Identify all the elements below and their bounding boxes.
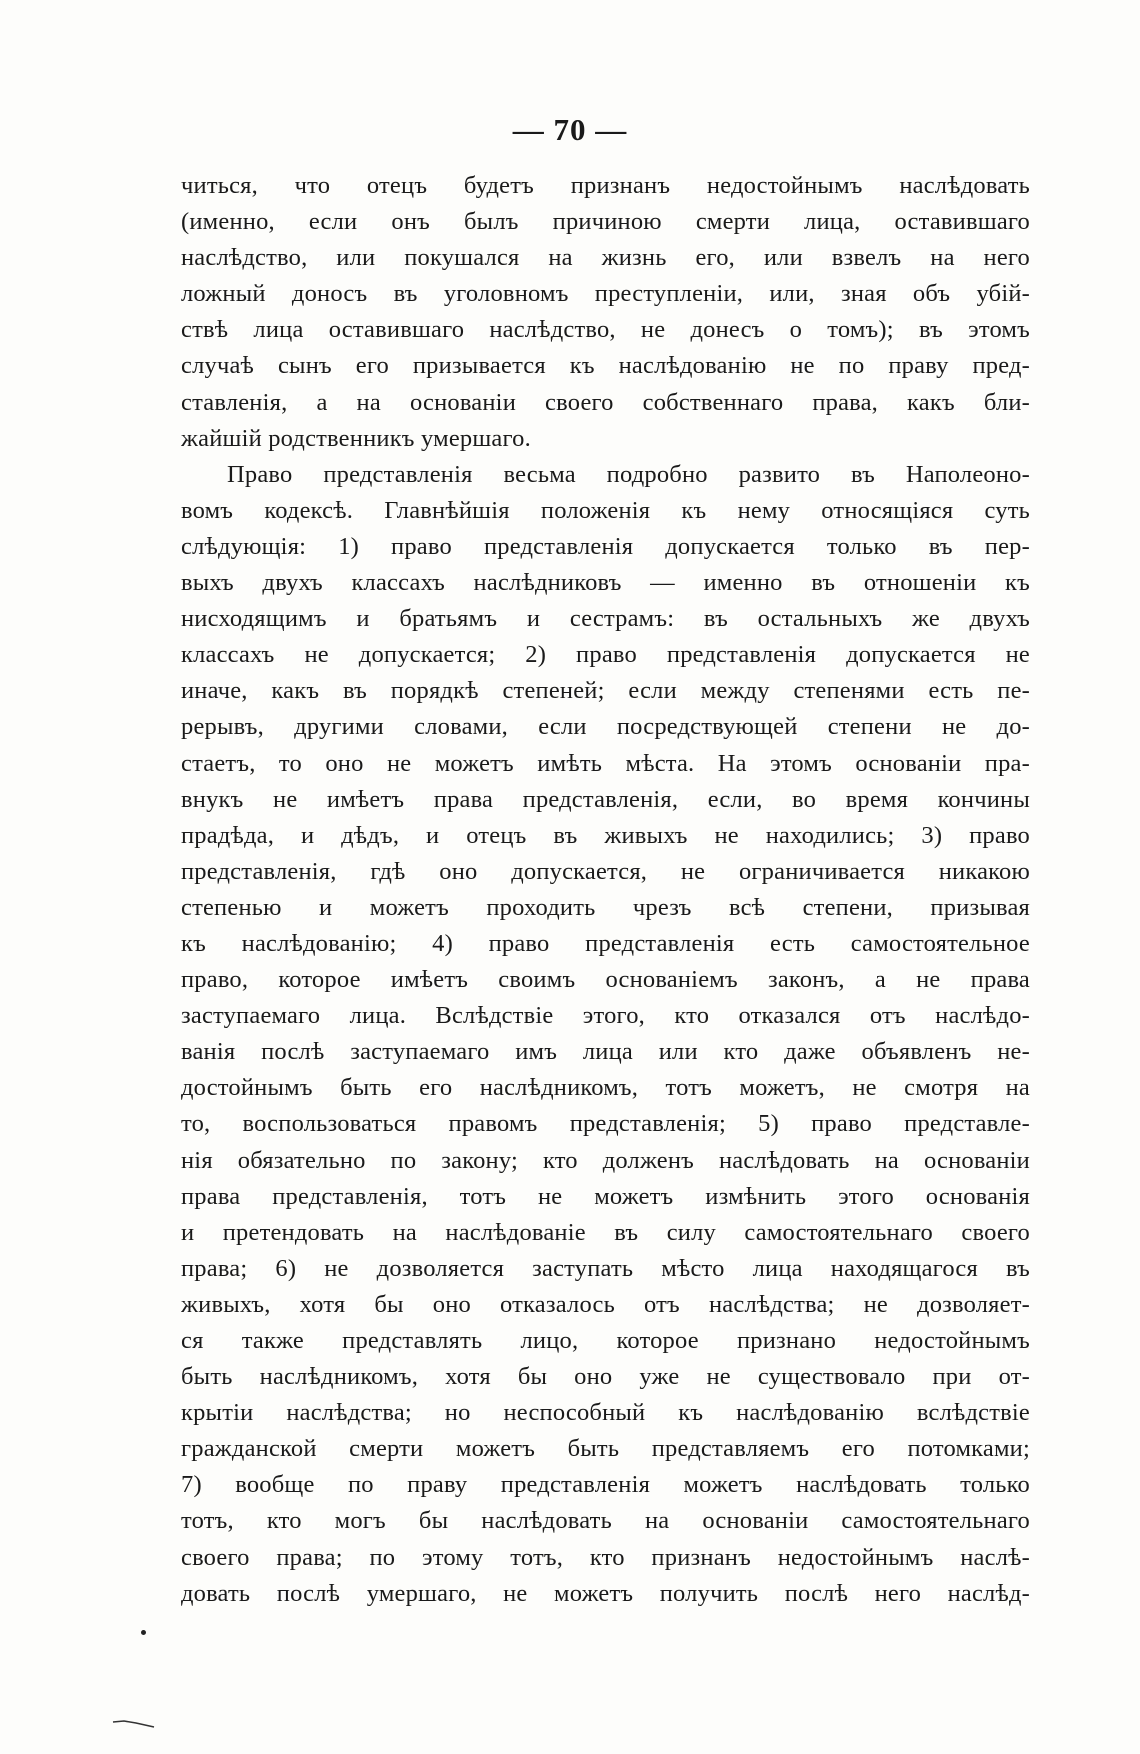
margin-stroke-mark <box>112 1718 156 1728</box>
text-line: нисходящимъ и братьямъ и сестрамъ: въ остальныхъ же двухъ <box>181 605 1030 633</box>
page-number: — 70 — <box>512 112 628 147</box>
text-line: то, воспользоваться правомъ представленія; 5) право представле- <box>181 1110 1030 1138</box>
text-line: 7) вообще по праву представленія можетъ наслѣдовать только <box>181 1471 1030 1499</box>
text-line: ся также представлять лицо, которое признано недостойнымъ <box>181 1327 1030 1354</box>
text-line: право, которое имѣетъ своимъ основаніемъ законъ, а не права <box>181 966 1030 994</box>
text-line: своего права; по этому тотъ, кто признанъ недостойнымъ наслѣ- <box>181 1543 1030 1571</box>
text-line: рерывъ, другими словами, если посредствующей степени не до- <box>181 713 1030 741</box>
text-line: степенью и можетъ проходить чрезъ всѣ степени, призывая <box>181 893 1030 921</box>
text-line: жайшій родственникъ умершаго. <box>181 424 531 452</box>
text-line: права представленія, тотъ не можетъ измѣнить этого основанія <box>181 1182 1030 1210</box>
body-text <box>181 168 1030 1612</box>
text-line: стаетъ, то оно не можетъ имѣть мѣста. На этомъ основаніи пра- <box>181 749 1030 777</box>
text-line: представленія, гдѣ оно допускается, не ограничивается никакою <box>181 857 1030 885</box>
text-line: крытіи наслѣдства; но неспособный къ наслѣдованію вслѣдствіе <box>181 1399 1030 1427</box>
text-line: Право представленія весьма подробно развито въ Наполеоно- <box>227 460 1030 488</box>
text-line: достойнымъ быть его наслѣдникомъ, тотъ можетъ, не смотря на <box>181 1074 1030 1102</box>
text-line: гражданской смерти можетъ быть представляемъ его потомками; <box>181 1435 1030 1463</box>
text-line: ставленія, а на основаніи своего собственнаго права, какъ бли- <box>181 388 1030 416</box>
paragraph-2 <box>181 457 1030 1612</box>
text-line: тотъ, кто могъ бы наслѣдовать на основаніи самостоятельнаго <box>181 1507 1030 1535</box>
text-line: внукъ не имѣетъ права представленія, если, во время кончины <box>181 785 1030 813</box>
text-line: читься, что отецъ будетъ признанъ недостойнымъ наслѣдовать <box>181 172 1030 199</box>
text-line: и претендовать на наслѣдованіе въ силу самостоятельнаго своего <box>181 1218 1030 1246</box>
text-line: вомъ кодексѣ. Главнѣйшія положенія къ нему относящіяся суть <box>181 496 1030 524</box>
text-line: наслѣдство, или покушался на жизнь его, или взвелъ на него <box>181 244 1030 272</box>
text-line: слѣдующія: 1) право представленія допускается только въ пер- <box>181 532 1030 560</box>
text-line: (именно, если онъ былъ причиною смерти лица, оставившаго <box>181 208 1030 236</box>
text-line: выхъ двухъ классахъ наслѣдниковъ — именно въ отношеніи къ <box>181 569 1030 597</box>
text-line: случаѣ сынъ его призывается къ наслѣдованію не по праву пред- <box>181 352 1030 380</box>
text-line: классахъ не допускается; 2) право представленія допускается не <box>181 641 1030 669</box>
text-line: довать послѣ умершаго, не можетъ получить послѣ него наслѣд- <box>181 1579 1030 1607</box>
text-line: ванія послѣ заступаемаго имъ лица или кто даже объявленъ не- <box>181 1038 1030 1066</box>
text-line: быть наслѣдникомъ, хотя бы оно уже не существовало при от- <box>181 1363 1030 1391</box>
text-line: ствѣ лица оставившаго наслѣдство, не донесъ о томъ); въ этомъ <box>181 316 1030 344</box>
text-line: прадѣда, и дѣдъ, и отецъ въ живыхъ не находились; 3) право <box>181 821 1030 849</box>
text-line: заступаемаго лица. Вслѣдствіе этого, кто отказался отъ наслѣдо- <box>181 1002 1030 1030</box>
text-line: ложный доносъ въ уголовномъ преступленіи, или, зная объ убій- <box>181 280 1030 308</box>
text-line: права; 6) не дозволяется заступать мѣсто лица находящагося въ <box>181 1254 1030 1282</box>
text-line: иначе, какъ въ порядкѣ степеней; если между степенями есть пе- <box>181 677 1030 705</box>
text-line: нія обязательно по закону; кто долженъ наслѣдовать на основаніи <box>181 1146 1030 1174</box>
paragraph-1 <box>181 168 1030 457</box>
margin-dot-mark <box>141 1630 146 1635</box>
text-line: живыхъ, хотя бы оно отказалось отъ наслѣдства; не дозволяет- <box>181 1290 1030 1318</box>
text-line: къ наслѣдованію; 4) право представленія есть самостоятельное <box>181 929 1030 957</box>
